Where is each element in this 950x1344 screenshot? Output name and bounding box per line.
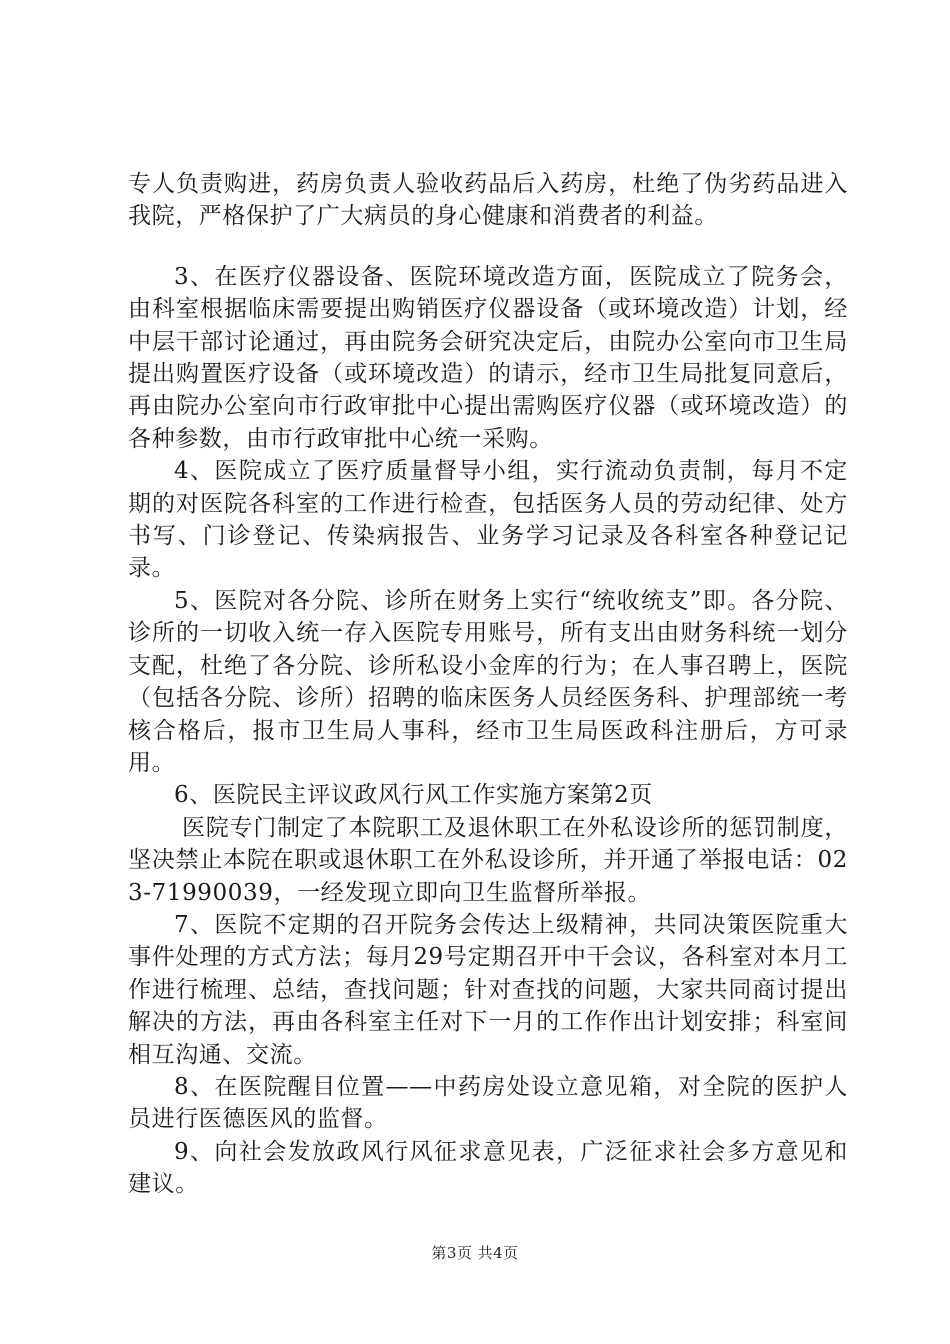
page-footer: 第3页 共4页 [431,1244,519,1262]
paragraph-item-6-heading: 6、医院民主评议政风行风工作实施方案第2页 [174,782,653,809]
paragraph-item-9: 9、向社会发放政风行风征求意见表，广泛征求社会多方意见和建议。 [128,1138,848,1198]
paragraph-continuation: 专人负责购进，药房负责人验收药品后入药房，杜绝了伪劣药品进入我院，严格保护了广大病员的身心健康和消费者的利益。 [128,171,848,230]
document-body [128,168,848,1201]
paragraph-item-3: 3、在医疗仪器设备、医院环境改造方面，医院成立了院务会，由科室根据临床需要提出购销医疗仪器设备（或环境改造）计划，经中层干部讨论通过，再由院务会研究决定后，由院办公室向市卫生局提出购置医疗设备（或环境改造）的请示，经市卫生局批复同意后，再由院办公室向市行政审批中心提出需购医疗仪器（或环境改造）的各种参数，由市行政审批中心统一采购。 [128,263,848,452]
paragraph-item-7: 7、医院不定期的召开院务会传达上级精神，共同决策医院重大事件处理的方式方法；每月29号定期召开中干会议，各科室对本月工作进行梳理、总结，查找问题；针对查找的问题，大家共同商讨提出解决的方法，再由各科室主任对下一月的工作作出计划安排；科室间相互沟通、交流。 [128,911,848,1068]
paragraph-item-6-body: 医院专门制定了本院职工及退休职工在外私设诊所的惩罚制度，坚决禁止本院在职或退休职工在外私设诊所，并开通了举报电话：023-71990039，一经发现立即向卫生监督所举报。 [128,814,848,906]
paragraph-item-8: 8、在医院醒目位置——中药房处设立意见箱，对全院的医护人员进行医德医风的监督。 [128,1073,848,1133]
paragraph-item-4: 4、医院成立了医疗质量督导小组，实行流动负责制，每月不定期的对医院各科室的工作进行检查，包括医务人员的劳动纪律、处方书写、门诊登记、传染病报告、业务学习记录及各科室各种登记记录。 [128,458,848,582]
paragraph-item-5: 5、医院对各分院、诊所在财务上实行“统收统支”即。各分院、诊所的一切收入统一存入医院专用账号，所有支出由财务科统一划分支配，杜绝了各分院、诊所私设小金库的行为；在人事召聘上，医院（包括各分院、诊所）招聘的临床医务人员经医务科、护理部统一考核合格后，报市卫生局人事科，经市卫生局医政科注册后，方可录用。 [128,587,848,776]
